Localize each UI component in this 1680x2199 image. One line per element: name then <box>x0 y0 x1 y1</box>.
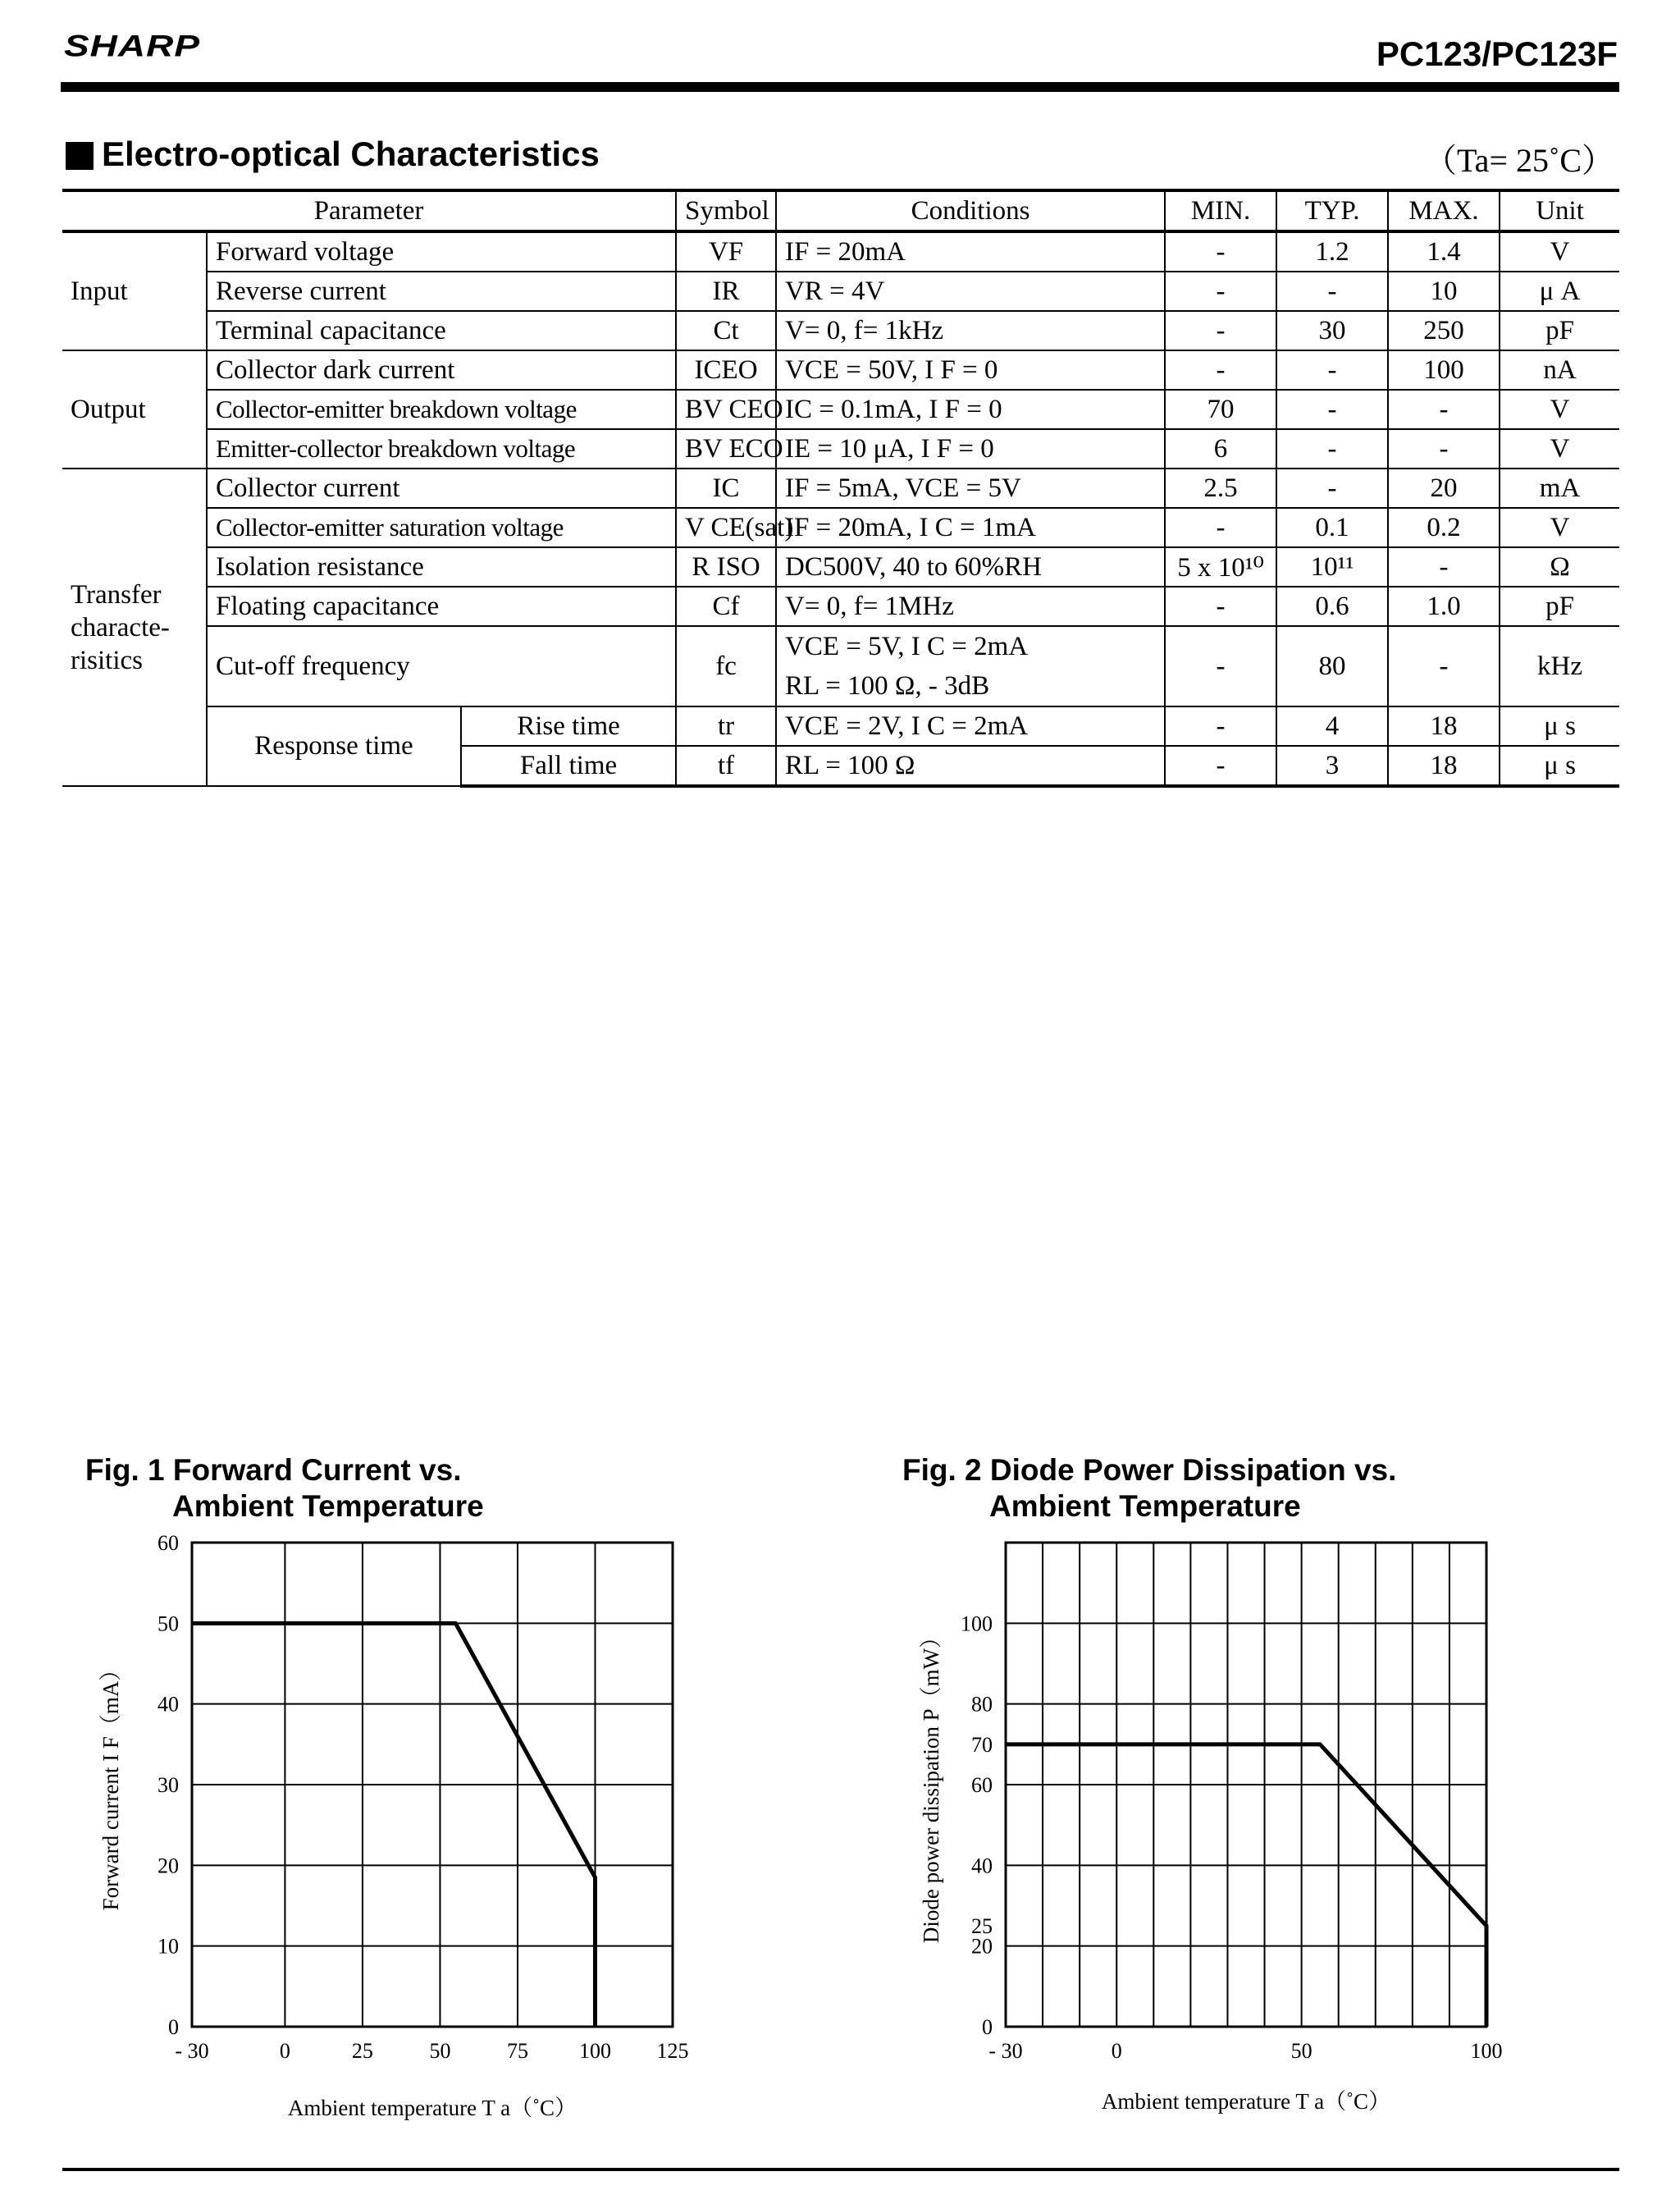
param: Emitter-collector breakdown voltage <box>207 429 676 469</box>
header-typ: TYP. <box>1276 192 1388 231</box>
table-row <box>62 350 1619 390</box>
conditions: IF = 20mA, I C = 1mA <box>776 508 1165 547</box>
typ-value: - <box>1276 469 1388 508</box>
square-bullet-icon <box>66 142 94 170</box>
fig2-title <box>902 1452 1396 1525</box>
header-conditions: Conditions <box>776 192 1165 231</box>
symbol: BV CEO <box>676 390 776 429</box>
conditions-line2: RL = 100 Ω, - 3dB <box>785 671 990 701</box>
max-value: - <box>1388 390 1500 429</box>
conditions-line1: VCE = 5V, I C = 2mA <box>785 632 1029 661</box>
fig1-title-line2: Ambient Temperature <box>172 1489 484 1523</box>
param: Collector-emitter saturation voltage <box>207 508 676 547</box>
param: Isolation resistance <box>207 547 676 587</box>
symbol: VF <box>676 231 776 272</box>
group-transfer <box>62 469 207 786</box>
conditions: IE = 10 μA, I F = 0 <box>776 429 1165 469</box>
unit: pF <box>1500 587 1619 626</box>
min-value: - <box>1165 231 1276 272</box>
fig2-title-line2: Ambient Temperature <box>989 1489 1301 1523</box>
y-tick-label: 30 <box>158 1773 179 1797</box>
min-value: 2.5 <box>1165 469 1276 508</box>
param: Response time <box>207 706 461 786</box>
series-line <box>192 1623 595 2027</box>
max-value: 1.4 <box>1388 231 1500 272</box>
sharp-logo: SHARP <box>64 28 201 63</box>
typ-value: 3 <box>1276 746 1388 786</box>
header-min: MIN. <box>1165 192 1276 231</box>
max-value: 18 <box>1388 746 1500 786</box>
min-value: 70 <box>1165 390 1276 429</box>
unit: μ s <box>1500 746 1619 786</box>
header-rule <box>61 82 1619 92</box>
y-tick-label: 100 <box>961 1612 993 1636</box>
y-tick-label: 60 <box>971 1773 993 1797</box>
typ-value: 0.1 <box>1276 508 1388 547</box>
typ-value: - <box>1276 272 1388 311</box>
conditions <box>776 626 1165 706</box>
conditions: IF = 20mA <box>776 231 1165 272</box>
group-transfer-line3: risitics <box>71 645 143 675</box>
x-tick-label: 0 <box>1111 2039 1122 2063</box>
section-title: Electro-optical Characteristics <box>102 135 600 173</box>
y-tick-label: 80 <box>971 1692 993 1717</box>
min-value: - <box>1165 626 1276 706</box>
header-max: MAX. <box>1388 192 1500 231</box>
max-value: - <box>1388 429 1500 469</box>
max-value: 0.2 <box>1388 508 1500 547</box>
series-line <box>1006 1744 1486 2027</box>
max-value: 1.0 <box>1388 587 1500 626</box>
fig2-title-line1: Fig. 2 Diode Power Dissipation vs. <box>902 1453 1397 1487</box>
max-value: 250 <box>1388 311 1500 350</box>
y-tick-label: 10 <box>158 1934 179 1959</box>
symbol: IC <box>676 469 776 508</box>
y-tick-label: 0 <box>982 2015 993 2039</box>
table-row <box>62 508 1619 547</box>
symbol: V CE(sat) <box>676 508 776 547</box>
param: Collector dark current <box>207 350 676 390</box>
unit: mA <box>1500 469 1619 508</box>
typ-value: 0.6 <box>1276 587 1388 626</box>
symbol: R ISO <box>676 547 776 587</box>
conditions: IF = 5mA, VCE = 5V <box>776 469 1165 508</box>
max-value: - <box>1388 547 1500 587</box>
symbol: fc <box>676 626 776 706</box>
group-input: Input <box>62 231 207 350</box>
x-tick-label: 0 <box>279 2039 290 2063</box>
y-tick-label: 25 <box>971 1914 993 1939</box>
symbol: tf <box>676 746 776 786</box>
x-axis-title: Ambient temperature T a（˚C） <box>287 2096 578 2120</box>
conditions: RL = 100 Ω <box>776 746 1165 786</box>
max-value: 100 <box>1388 350 1500 390</box>
header-symbol: Symbol <box>676 192 776 231</box>
symbol: BV ECO <box>676 429 776 469</box>
table-row <box>62 311 1619 350</box>
param: Floating capacitance <box>207 587 676 626</box>
x-tick-label: 25 <box>351 2039 373 2063</box>
min-value: - <box>1165 272 1276 311</box>
unit: V <box>1500 390 1619 429</box>
min-value: - <box>1165 508 1276 547</box>
x-tick-label: 50 <box>1290 2039 1312 2063</box>
group-transfer-line2: characte- <box>71 612 170 642</box>
y-axis-title: Diode power dissipation P（mW） <box>919 1625 943 1944</box>
param: Forward voltage <box>207 231 676 272</box>
typ-value: 1.2 <box>1276 231 1388 272</box>
table-row <box>62 390 1619 429</box>
min-value: - <box>1165 746 1276 786</box>
table-row <box>62 706 1619 746</box>
y-tick-label: 20 <box>971 1934 993 1959</box>
fig1-title <box>85 1452 484 1525</box>
typ-value: 30 <box>1276 311 1388 350</box>
y-tick-label: 20 <box>158 1854 179 1878</box>
conditions: VCE = 50V, I F = 0 <box>776 350 1165 390</box>
typ-value: 4 <box>1276 706 1388 746</box>
fig1-chart <box>82 1526 738 2120</box>
symbol: Ct <box>676 311 776 350</box>
typ-value: - <box>1276 350 1388 390</box>
min-value: - <box>1165 587 1276 626</box>
typ-value: - <box>1276 429 1388 469</box>
x-tick-label: 50 <box>429 2039 451 2063</box>
ambient-condition: （Ta= 25˚C） <box>1424 142 1614 179</box>
min-value: - <box>1165 311 1276 350</box>
x-tick-label: 125 <box>656 2039 689 2063</box>
param: Terminal capacitance <box>207 311 676 350</box>
unit: μ A <box>1500 272 1619 311</box>
y-tick-label: 60 <box>158 1531 179 1555</box>
max-value: 20 <box>1388 469 1500 508</box>
y-tick-label: 40 <box>158 1692 179 1717</box>
group-transfer-line1: Transfer <box>71 579 162 610</box>
footer-rule <box>62 2168 1619 2171</box>
conditions: VR = 4V <box>776 272 1165 311</box>
fig2-chart <box>911 1526 1567 2117</box>
table-row <box>62 231 1619 272</box>
unit: V <box>1500 429 1619 469</box>
typ-value: 10¹¹ <box>1276 547 1388 587</box>
x-tick-label: 75 <box>506 2039 528 2063</box>
conditions: IC = 0.1mA, I F = 0 <box>776 390 1165 429</box>
y-tick-label: 0 <box>168 2015 179 2039</box>
min-value: - <box>1165 706 1276 746</box>
conditions: V= 0, f= 1kHz <box>776 311 1165 350</box>
max-value: 10 <box>1388 272 1500 311</box>
typ-value: - <box>1276 390 1388 429</box>
table-row <box>62 547 1619 587</box>
x-tick-label: - 30 <box>175 2039 209 2063</box>
min-value: - <box>1165 350 1276 390</box>
min-value: 5 x 10¹⁰ <box>1165 547 1276 587</box>
y-tick-label: 50 <box>158 1612 179 1636</box>
table-row <box>62 626 1619 706</box>
group-output: Output <box>62 350 207 469</box>
param: Collector-emitter breakdown voltage <box>207 390 676 429</box>
max-value: - <box>1388 626 1500 706</box>
y-tick-label: 40 <box>971 1854 993 1878</box>
header-parameter: Parameter <box>62 192 676 231</box>
table-row <box>62 272 1619 311</box>
sub-param: Rise time <box>461 706 676 746</box>
param: Collector current <box>207 469 676 508</box>
unit: μ s <box>1500 706 1619 746</box>
x-axis-title: Ambient temperature T a（˚C） <box>1101 2089 1391 2114</box>
symbol: tr <box>676 706 776 746</box>
symbol: ICEO <box>676 350 776 390</box>
x-tick-label: 100 <box>578 2039 611 2063</box>
conditions: DC500V, 40 to 60%RH <box>776 547 1165 587</box>
x-tick-label: - 30 <box>988 2039 1023 2063</box>
table-row <box>62 587 1619 626</box>
fig1-title-line1: Fig. 1 Forward Current vs. <box>85 1453 462 1487</box>
param: Cut-off frequency <box>207 626 676 706</box>
unit: nA <box>1500 350 1619 390</box>
table-row <box>62 469 1619 508</box>
y-axis-title: Forward current I F（mA） <box>98 1658 123 1911</box>
symbol: Cf <box>676 587 776 626</box>
conditions: VCE = 2V, I C = 2mA <box>776 706 1165 746</box>
unit: Ω <box>1500 547 1619 587</box>
electro-optical-table <box>62 192 1619 788</box>
sub-param: Fall time <box>461 746 676 786</box>
y-tick-label: 70 <box>971 1732 993 1757</box>
table-row <box>62 429 1619 469</box>
symbol: IR <box>676 272 776 311</box>
unit: V <box>1500 508 1619 547</box>
min-value: 6 <box>1165 429 1276 469</box>
conditions: V= 0, f= 1MHz <box>776 587 1165 626</box>
unit: V <box>1500 231 1619 272</box>
typ-value: 80 <box>1276 626 1388 706</box>
param: Reverse current <box>207 272 676 311</box>
part-number: PC123/PC123F <box>1376 34 1618 73</box>
unit: pF <box>1500 311 1619 350</box>
x-tick-label: 100 <box>1470 2039 1503 2063</box>
max-value: 18 <box>1388 706 1500 746</box>
unit: kHz <box>1500 626 1619 706</box>
table-header-row <box>62 192 1619 231</box>
header-unit: Unit <box>1500 192 1619 231</box>
